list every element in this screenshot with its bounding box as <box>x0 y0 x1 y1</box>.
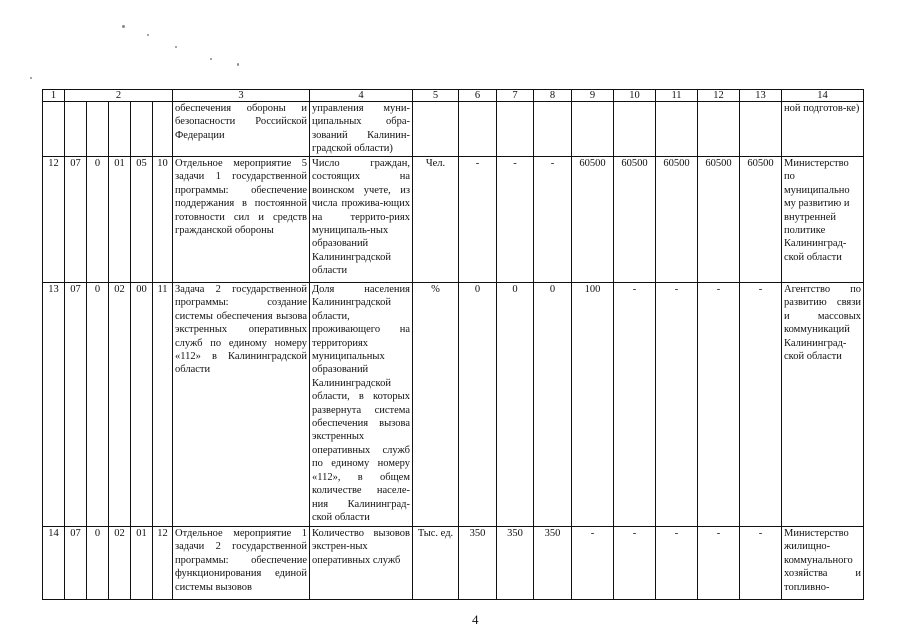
value-cell: - <box>614 527 656 600</box>
code-cell: 0 <box>87 157 109 283</box>
value-cell: - <box>534 157 572 283</box>
header-cell: 14 <box>782 90 864 102</box>
program-name-cell: обеспечения обороны и безопасности Российской Федерации <box>173 102 310 157</box>
program-name-cell: Задача 2 государственной программы: создание системы обеспечения вызова экстренных оперативных служб по единому номеру «112» в Калининградской области <box>173 283 310 527</box>
value-cell: - <box>740 283 782 527</box>
code-cell: 05 <box>131 157 153 283</box>
row-number: 12 <box>43 157 65 283</box>
cell <box>698 102 740 157</box>
executor-cell: Министерство по муниципально му развитию и внутренней политике Калининград-ской области <box>782 157 864 283</box>
cell <box>614 102 656 157</box>
value-cell: - <box>572 527 614 600</box>
header-cell: 5 <box>413 90 459 102</box>
code-cell: 07 <box>65 527 87 600</box>
code-cell: 12 <box>153 527 173 600</box>
scan-speck <box>147 34 149 36</box>
header-cell: 11 <box>656 90 698 102</box>
value-cell: - <box>740 527 782 600</box>
unit-cell: Тыс. ед. <box>413 527 459 600</box>
header-cell: 12 <box>698 90 740 102</box>
cell <box>740 102 782 157</box>
value-cell: 100 <box>572 283 614 527</box>
header-cell: 8 <box>534 90 572 102</box>
cell <box>413 102 459 157</box>
header-cell: 13 <box>740 90 782 102</box>
code-cell: 0 <box>87 283 109 527</box>
scan-speck <box>122 25 125 28</box>
scan-speck <box>30 77 32 79</box>
cell <box>497 102 534 157</box>
program-name-cell: Отдельное мероприятие 5 задачи 1 государственной программы: обеспечение поддержания в постоянной готовности сил и средств гражданской обороны <box>173 157 310 283</box>
cell <box>534 102 572 157</box>
code-cell: 00 <box>131 283 153 527</box>
indicator-cell: управления муни-ципальных обра-зований Калинин-градской области) <box>310 102 413 157</box>
value-cell: - <box>698 527 740 600</box>
code-cell: 10 <box>153 157 173 283</box>
cell <box>572 102 614 157</box>
value-cell: 0 <box>459 283 497 527</box>
table-row <box>43 283 864 527</box>
executor-cell: Агентство по развитию связи и массовых коммуникаций Калининград-ской области <box>782 283 864 527</box>
scan-speck <box>237 63 239 66</box>
indicator-cell: Количество вызовов экстрен-ных оперативных служб <box>310 527 413 600</box>
table-row <box>43 157 864 283</box>
value-cell: 350 <box>534 527 572 600</box>
value-cell: - <box>497 157 534 283</box>
row-number: 14 <box>43 527 65 600</box>
cell <box>459 102 497 157</box>
cell <box>109 102 131 157</box>
cell <box>153 102 173 157</box>
value-cell: 60500 <box>656 157 698 283</box>
code-cell: 02 <box>109 283 131 527</box>
code-cell: 07 <box>65 157 87 283</box>
executor-cell: ной подготов-ке) <box>782 102 864 157</box>
unit-cell: Чел. <box>413 157 459 283</box>
cell <box>131 102 153 157</box>
header-cell: 9 <box>572 90 614 102</box>
executor-cell: Министерство жилищно-коммунального хозяйства и топливно- <box>782 527 864 600</box>
header-cell: 6 <box>459 90 497 102</box>
code-cell: 0 <box>87 527 109 600</box>
indicator-cell: Доля населения Калининградской области, проживающего на территориях муниципальных образований Калининградской области, в которых развернута система обеспечения вызова экстренных оперативных служб по единому номеру «112», в общем количестве населе-ния Калининград-ской области <box>310 283 413 527</box>
value-cell: 60500 <box>614 157 656 283</box>
value-cell: - <box>656 283 698 527</box>
value-cell: 60500 <box>572 157 614 283</box>
value-cell: 350 <box>459 527 497 600</box>
cell <box>43 102 65 157</box>
row-number: 13 <box>43 283 65 527</box>
value-cell: 0 <box>534 283 572 527</box>
cell <box>87 102 109 157</box>
scan-speck <box>210 58 212 60</box>
indicator-cell: Число граждан, состоящих на воинском учете, из числа прожива-ющих на террито-риях муниципаль-ных образований Калининградской области <box>310 157 413 283</box>
value-cell: - <box>698 283 740 527</box>
value-cell: 60500 <box>698 157 740 283</box>
unit-cell: % <box>413 283 459 527</box>
value-cell: 60500 <box>740 157 782 283</box>
program-indicators-table <box>42 89 864 600</box>
value-cell: - <box>656 527 698 600</box>
continuation-row <box>43 102 864 157</box>
scan-speck <box>175 46 177 48</box>
header-cell: 7 <box>497 90 534 102</box>
cell <box>656 102 698 157</box>
header-cell: 10 <box>614 90 656 102</box>
code-cell: 11 <box>153 283 173 527</box>
header-row <box>43 90 864 102</box>
page-number: 4 <box>472 612 479 627</box>
code-cell: 01 <box>109 157 131 283</box>
header-cell: 3 <box>173 90 310 102</box>
code-cell: 01 <box>131 527 153 600</box>
value-cell: 0 <box>497 283 534 527</box>
header-cell: 2 <box>65 90 173 102</box>
value-cell: 350 <box>497 527 534 600</box>
code-cell: 02 <box>109 527 131 600</box>
header-cell: 4 <box>310 90 413 102</box>
cell <box>65 102 87 157</box>
value-cell: - <box>614 283 656 527</box>
value-cell: - <box>459 157 497 283</box>
header-cell: 1 <box>43 90 65 102</box>
table-row <box>43 527 864 600</box>
code-cell: 07 <box>65 283 87 527</box>
program-name-cell: Отдельное мероприятие 1 задачи 2 государственной программы: обеспечение функционирования единой системы вызовов <box>173 527 310 600</box>
